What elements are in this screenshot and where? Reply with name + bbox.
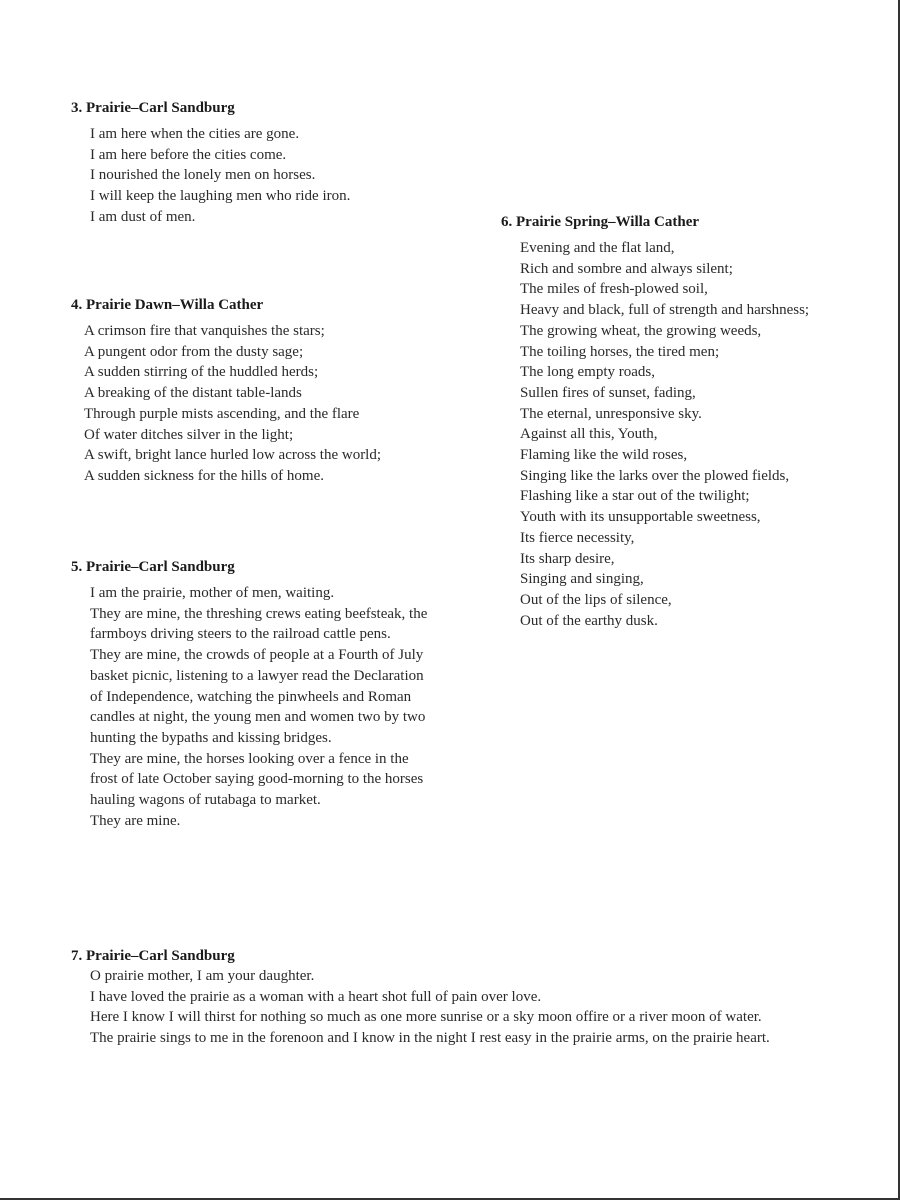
- poem-line: O prairie mother, I am your daughter.: [90, 968, 315, 984]
- poem-line: of Independence, watching the pinwheels and Roman: [90, 688, 412, 705]
- poem-line: basket picnic, listening to a lawyer read the Declaration: [90, 667, 424, 684]
- poem-line: Through purple mists ascending, and the flare: [84, 405, 360, 422]
- poem-prairie-dawn-cather-4: [71, 295, 381, 487]
- poem-prairie-sandburg-3: [71, 98, 350, 228]
- poem-line: They are mine.: [90, 812, 181, 829]
- poem-title: 5. Prairie–Carl Sandburg: [71, 559, 235, 575]
- poem-line: Flashing like a star out of the twilight;: [520, 488, 750, 505]
- poem-title: 4. Prairie Dawn–Willa Cather: [71, 297, 264, 313]
- poem-body: [520, 238, 809, 631]
- poem-title: 3. Prairie–Carl Sandburg: [71, 100, 235, 116]
- poem-line: A crimson fire that vanquishes the stars;: [84, 323, 325, 339]
- poem-line: They are mine, the horses looking over a fence in the: [90, 750, 409, 767]
- poem-line: I have loved the prairie as a woman with a heart shot full of pain over love.: [90, 988, 542, 1005]
- poem-line: I will keep the laughing men who ride iron.: [90, 188, 351, 205]
- poem-body: [90, 966, 770, 1049]
- poem-line: frost of late October saying good-morning to the horses: [90, 771, 424, 788]
- poem-line: A swift, bright lance hurled low across the world;: [84, 447, 382, 464]
- poem-line: I am here before the cities come.: [90, 146, 287, 163]
- poem-line: hauling wagons of rutabaga to market.: [90, 792, 321, 809]
- poem-line: Singing and singing,: [520, 571, 644, 588]
- poem-line: Rich and sombre and always silent;: [520, 260, 733, 277]
- poem-line: A sudden stirring of the huddled herds;: [84, 364, 319, 381]
- poem-body: [90, 124, 350, 228]
- poem-body: [90, 583, 427, 831]
- poem-line: The prairie sings to me in the forenoon and I know in the night I rest easy in the prairie arms, on the prairie heart.: [90, 1030, 770, 1047]
- poem-line: I am dust of men.: [90, 208, 196, 225]
- poem-line: farmboys driving steers to the railroad cattle pens.: [90, 626, 391, 643]
- poem-line: Its sharp desire,: [520, 550, 615, 567]
- poem-line: A sudden sickness for the hills of home.: [84, 467, 324, 484]
- poem-prairie-sandburg-7: [71, 946, 770, 1049]
- poem-line: A pungent odor from the dusty sage;: [84, 343, 304, 360]
- poem-prairie-spring-cather-6: [501, 212, 809, 631]
- poem-line: Heavy and black, full of strength and harshness;: [520, 302, 810, 319]
- poem-line: Singing like the larks over the plowed fields,: [520, 467, 790, 484]
- poem-line: I am the prairie, mother of men, waiting.: [90, 585, 335, 601]
- poem-line: Out of the lips of silence,: [520, 591, 672, 608]
- poem-line: The miles of fresh-plowed soil,: [520, 281, 708, 298]
- poem-line: Sullen fires of sunset, fading,: [520, 384, 696, 401]
- poem-line: The long empty roads,: [520, 364, 655, 381]
- poem-line: I am here when the cities are gone.: [90, 126, 300, 142]
- poem-line: I nourished the lonely men on horses.: [90, 167, 316, 184]
- poem-line: Its fierce necessity,: [520, 529, 635, 546]
- poem-line: Evening and the flat land,: [520, 240, 675, 256]
- poem-line: They are mine, the crowds of people at a Fourth of July: [90, 647, 424, 664]
- poem-title: 6. Prairie Spring–Willa Cather: [501, 214, 700, 230]
- poem-line: Flaming like the wild roses,: [520, 447, 688, 464]
- poem-title: 7. Prairie–Carl Sandburg: [71, 948, 235, 964]
- poem-line: Youth with its unsupportable sweetness,: [520, 509, 761, 526]
- poem-line: The toiling horses, the tired men;: [520, 343, 720, 360]
- poem-line: The eternal, unresponsive sky.: [520, 405, 702, 422]
- poem-line: hunting the bypaths and kissing bridges.: [90, 729, 332, 746]
- poem-prairie-sandburg-5: [71, 557, 427, 831]
- poem-line: A breaking of the distant table-lands: [84, 385, 302, 402]
- poem-line: Here I know I will thirst for nothing so much as one more sunrise or a sky moon offire or a river moon of water.: [90, 1009, 762, 1026]
- poem-line: Out of the earthy dusk.: [520, 612, 658, 629]
- poem-line: The growing wheat, the growing weeds,: [520, 322, 762, 339]
- poem-line: Of water ditches silver in the light;: [84, 426, 294, 443]
- poem-line: Against all this, Youth,: [520, 426, 658, 443]
- poem-body: [84, 321, 381, 487]
- poem-line: candles at night, the young men and women two by two: [90, 709, 426, 726]
- poem-line: They are mine, the threshing crews eating beefsteak, the: [90, 605, 428, 622]
